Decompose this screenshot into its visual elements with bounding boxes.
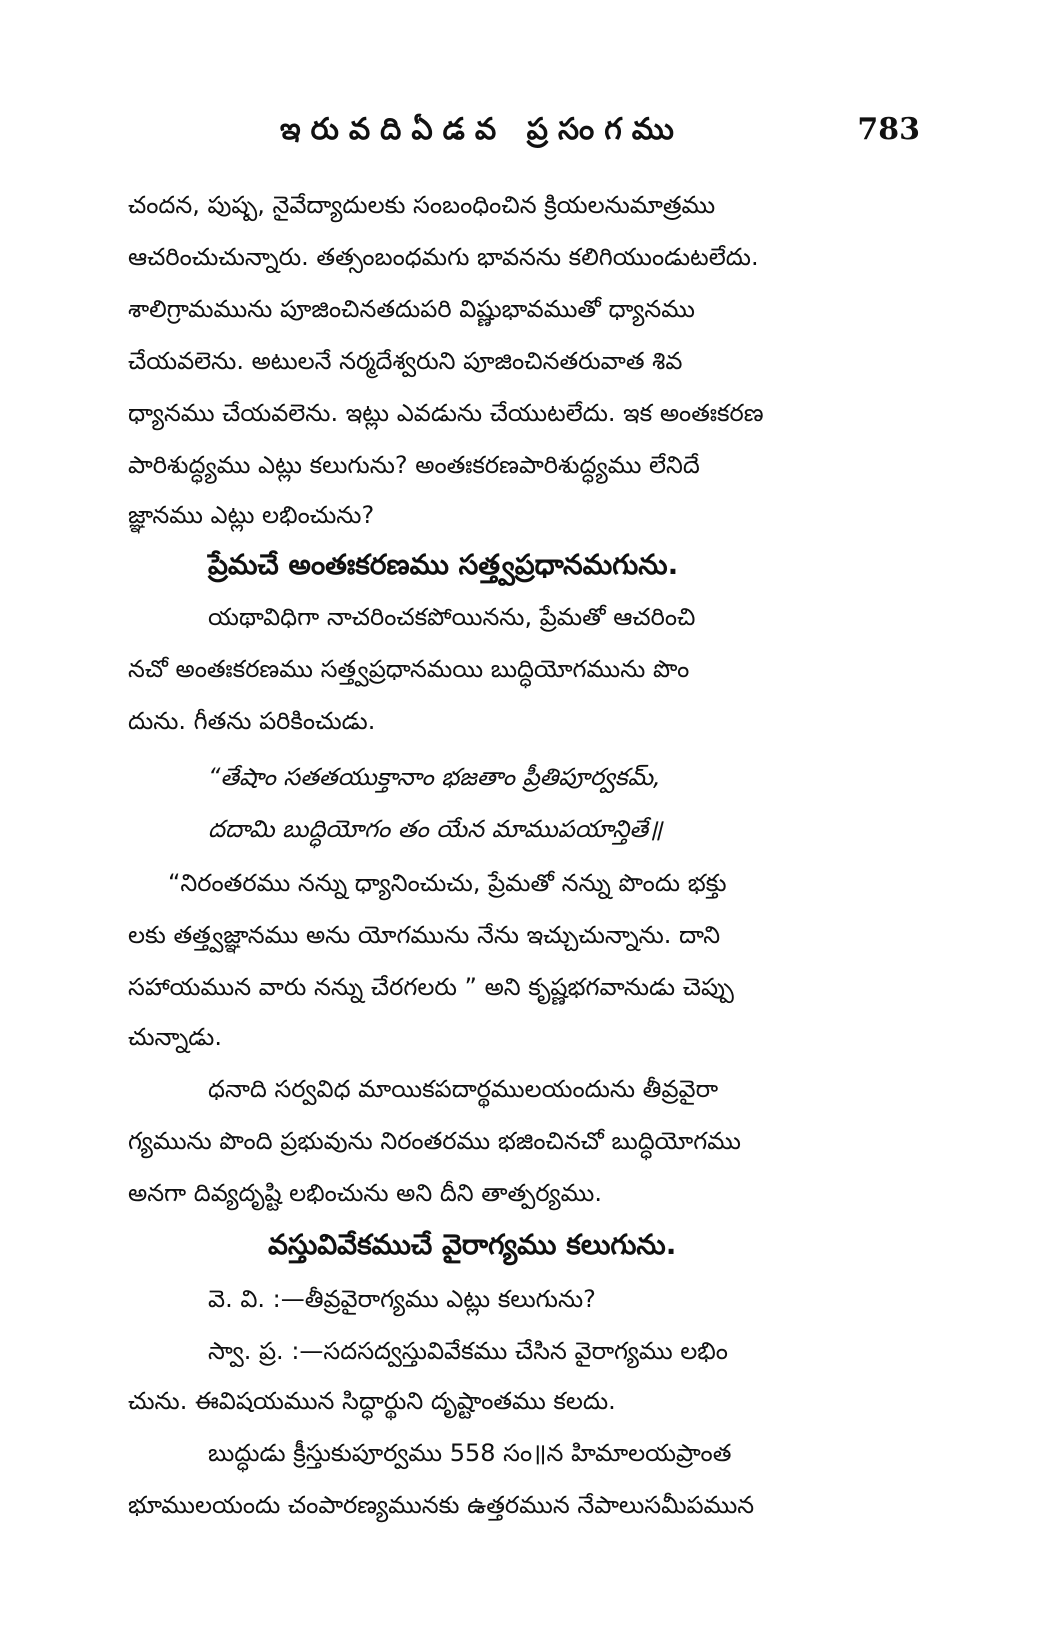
dialogue-line: స్వా. ప్ర. :—సదసద్వస్తువివేకము చేసిన వైరాగ్యము లభిం: [208, 1337, 728, 1365]
body-line: అనగా దివ్యదృష్టి లభించును అని దీని తాత్పర్యము.: [128, 1179, 602, 1207]
body-line: ధనాది సర్వవిధ మాయికపదార్థములయందును తీవ్రవైరా: [208, 1075, 719, 1103]
body-line: గ్యమును పొంది ప్రభువును నిరంతరము భజించినచో బుద్ధియోగము: [128, 1127, 741, 1155]
page-number: 783: [857, 112, 920, 147]
body-line: దును. గీతను పరికించుడు.: [128, 707, 376, 735]
body-line: చందన, పుష్ప, నైవేద్యాదులకు సంబంధించిన క్రియలనుమాత్రము: [128, 191, 716, 219]
body-line: చేయవలెను. అటులనే నర్మదేశ్వరుని పూజించినతరువాత శివ: [128, 347, 683, 375]
body-line: ఆచరించుచున్నారు. తత్సంబంధమగు భావనను కలిగియుండుటలేదు.: [128, 243, 759, 271]
chapter-title: ఇరువదిఏడవ ప్రసంగము: [280, 112, 684, 147]
body-line: సహాయమున వారు నన్ను చేరగలరు ” అని కృష్ణభగవానుడు చెప్పు: [128, 973, 734, 1001]
section-heading: వస్తువివేకముచే వైరాగ్యము కలుగును.: [268, 1228, 677, 1261]
page-header: [0, 112, 1038, 162]
dialogue-line: వె. వి. :—తీవ్రవైరాగ్యము ఎట్లు కలుగును?: [208, 1285, 596, 1313]
section-heading: ప్రేమచే అంతఃకరణము సత్త్వప్రధానమగును.: [208, 548, 679, 581]
body-line: నచో అంతఃకరణము సత్త్వప్రధానమయి బుద్ధియోగమును పొం: [128, 655, 690, 683]
body-line: బుద్ధుడు క్రీస్తుకుపూర్వము 558 సం॥న హిమాలయప్రాంత: [208, 1439, 732, 1467]
verse-line: దదామి బుద్ధియోగం తం యేన మాముపయాన్తితే॥: [208, 815, 663, 843]
body-line: జ్ఞానము ఎట్లు లభించును?: [128, 501, 375, 529]
body-line: పారిశుద్ధ్యము ఎట్లు కలుగును? అంతఃకరణపారిశుద్ధ్యము లేనిదే: [128, 451, 700, 479]
body-line: “నిరంతరము నన్ను ధ్యానించుచు, ప్రేమతో నన్ను పొందు భక్తు: [168, 869, 727, 897]
body-line: శాలిగ్రామమును పూజించినతదుపరి విష్ణుభావముతో ధ్యానము: [128, 295, 695, 323]
body-line: భూములయందు చంపారణ్యమునకు ఉత్తరమున నేపాలుసమీపమున: [128, 1491, 755, 1519]
body-line: లకు తత్త్వజ్ఞానము అను యోగమును నేను ఇచ్చుచున్నాను. దాని: [128, 921, 721, 949]
body-line: చును. ఈవిషయమున సిద్ధార్థుని దృష్టాంతము కలదు.: [128, 1387, 616, 1415]
body-line: ధ్యానము చేయవలెను. ఇట్లు ఎవడును చేయుటలేదు. ఇక అంతఃకరణ: [128, 399, 764, 427]
body-line: యథావిధిగా నాచరించకపోయినను, ప్రేమతో ఆచరించి: [208, 603, 696, 631]
body-line: చున్నాడు.: [128, 1023, 222, 1051]
verse-line: “తేషాం సతతయుక్తానాం భజతాం ప్రీతిపూర్వకమ్,: [208, 763, 661, 791]
